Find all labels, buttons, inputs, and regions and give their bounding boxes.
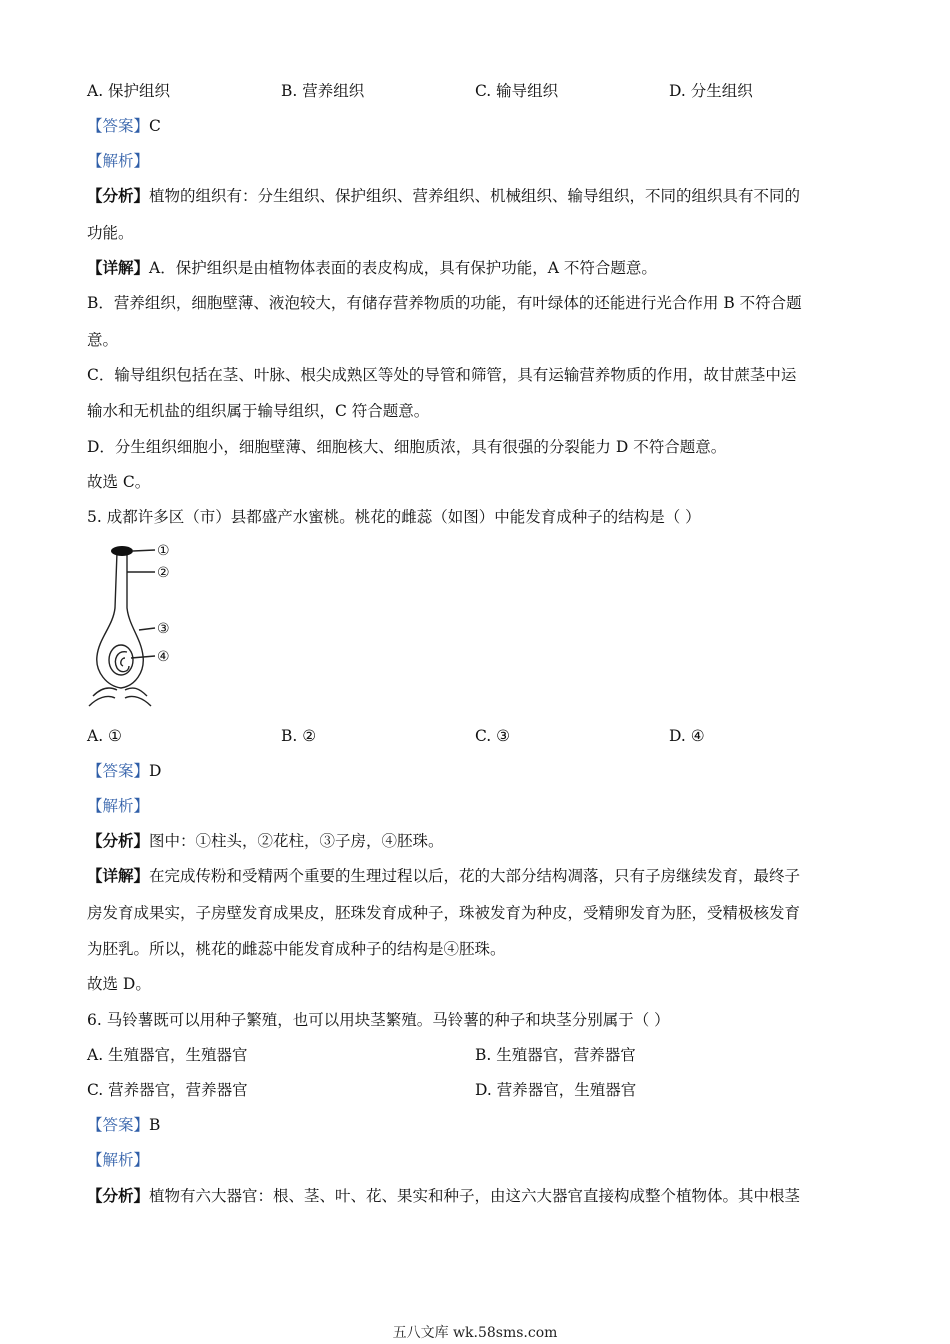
q4-analysis-line-2: 功能。 <box>87 224 134 242</box>
q6-question: 6. 马铃薯既可以用种子繁殖，也可以用块茎繁殖。马铃薯的种子和块茎分别属于（ ） <box>87 1011 670 1029</box>
answer-value: D <box>149 762 162 780</box>
q6-jiexi-tag: 【解析】 <box>87 1151 150 1169</box>
q5-option-d: D. ④ <box>669 727 705 745</box>
footer-watermark: 五八文库 wk.58sms.com <box>392 1325 558 1341</box>
q4-jiexi-tag: 【解析】 <box>87 152 150 170</box>
analysis-tag: 【分析】 <box>87 186 150 205</box>
q6-answer-line <box>87 1114 160 1136</box>
q4-option-d: D. 分生组织 <box>669 82 753 100</box>
analysis-text: 植物有六大器官：根、茎、叶、花、果实和种子，由这六大器官直接构成整个植物体。其中根茎 <box>149 1187 801 1205</box>
q6-option-c: C. 营养器官，营养器官 <box>87 1081 248 1099</box>
q4-conclusion: 故选 C。 <box>87 473 151 491</box>
detail-tag: 【详解】 <box>87 866 150 885</box>
q5-jiexi-tag: 【解析】 <box>87 797 150 815</box>
q4-option-a: A. 保护组织 <box>87 82 171 100</box>
q5-detail-line-3: 为胚乳。所以，桃花的雌蕊中能发育成种子的结构是④胚珠。 <box>87 940 506 958</box>
answer-tag: 【答案】 <box>87 117 150 135</box>
q5-option-b: B. ② <box>281 727 317 745</box>
q5-answer-line <box>87 760 161 782</box>
analysis-text: 植物的组织有：分生组织、保护组织、营养组织、机械组织、输导组织，不同的组织具有不同的 <box>149 187 801 205</box>
q4-detail-line-6: D．分生组织细胞小，细胞壁薄、细胞核大、细胞质浓，具有很强的分裂能力 D 不符合题意。 <box>87 438 727 456</box>
answer-value: C <box>149 117 161 135</box>
q5-question: 5. 成都许多区（市）县都盛产水蜜桃。桃花的雌蕊（如图）中能发育成种子的结构是（ ） <box>87 508 701 526</box>
figure-label-2: ② <box>157 565 170 581</box>
figure-label-3: ③ <box>157 621 170 637</box>
q6-option-a: A. 生殖器官，生殖器官 <box>87 1046 248 1064</box>
q5-conclusion: 故选 D。 <box>87 975 151 993</box>
q4-detail-line-3: 意。 <box>87 331 119 349</box>
figure-label-4: ④ <box>157 649 170 665</box>
q6-option-b: B. 生殖器官，营养器官 <box>475 1046 636 1064</box>
q4-detail-line-2: B．营养组织，细胞壁薄、液泡较大，有储存营养物质的功能，有叶绿体的还能进行光合作用 B 不符合题 <box>87 294 802 312</box>
analysis-text: 图中：①柱头，②花柱，③子房，④胚珠。 <box>149 832 444 850</box>
q5-detail-line-1 <box>87 865 800 887</box>
q4-detail-line-5: 输水和无机盐的组织属于输导组织，C 符合题意。 <box>87 402 430 420</box>
q5-option-c: C. ③ <box>475 727 511 745</box>
q4-option-c: C. 输导组织 <box>475 82 559 100</box>
q6-analysis-line-1 <box>87 1185 800 1207</box>
analysis-tag: 【分析】 <box>87 831 150 850</box>
analysis-tag: 【分析】 <box>87 1186 150 1205</box>
answer-tag: 【答案】 <box>87 1116 150 1134</box>
q4-answer-line <box>87 115 161 137</box>
pistil-diagram <box>87 538 197 708</box>
detail-text: A．保护组织是由植物体表面的表皮构成，具有保护功能，A 不符合题意。 <box>149 259 657 277</box>
q5-option-a: A. ① <box>87 727 122 745</box>
answer-tag: 【答案】 <box>87 762 150 780</box>
detail-tag: 【详解】 <box>87 258 150 277</box>
q4-analysis-line-1 <box>87 185 800 207</box>
detail-text: 在完成传粉和受精两个重要的生理过程以后，花的大部分结构凋落，只有子房继续发育，最终子 <box>149 867 801 885</box>
answer-value: B <box>149 1116 161 1134</box>
q4-option-b: B. 营养组织 <box>281 82 365 100</box>
stigma-shape <box>111 546 133 556</box>
q4-detail-line-4: C．输导组织包括在茎、叶脉、根尖成熟区等处的导管和筛管，具有运输营养物质的作用，故甘蔗茎中运 <box>87 366 797 384</box>
q4-detail-line-1 <box>87 257 657 279</box>
q5-analysis-line-1 <box>87 830 444 852</box>
q6-option-d: D. 营养器官，生殖器官 <box>475 1081 637 1099</box>
figure-label-1: ① <box>157 543 170 559</box>
q5-detail-line-2: 房发育成果实，子房壁发育成果皮，胚珠发育成种子，珠被发育为种皮，受精卵发育为胚，受精极核发育 <box>87 904 801 922</box>
